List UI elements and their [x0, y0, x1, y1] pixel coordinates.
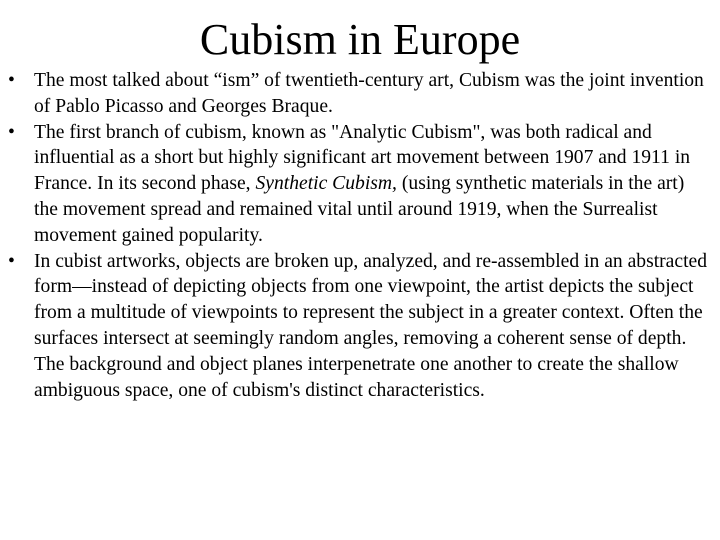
bullet-text-before: The first branch of cubism, known as "Analytic Cubism", was both radical and influential as a short but highly significant art movement between 1907 and 1911 in France. In its second phase, [34, 121, 691, 195]
bullet-list [0, 68, 712, 403]
bullet-icon: • [8, 250, 15, 272]
bullet-italic-term: Synthetic Cubism, [255, 173, 397, 195]
bullet-text: In cubist artworks, objects are broken up, analyzed, and re-assembled in an abstracted form—instead of depicting objects from one viewpoint, the artist depicts the subject from a multitude of viewpoints to represent the subject in a greater context. Often the surfaces intersect at seemingly random angles, removing a coherent sense of depth. The background and object planes interpenetrate one another to create the shallow ambiguous space, one of cubism's distinct characteristics. [34, 250, 708, 401]
bullet-icon: • [8, 70, 15, 91]
bullet-icon: • [8, 121, 15, 143]
bullet-item [0, 249, 712, 404]
bullet-text-after: (using synthetic materials in the art) the movement spread and remained vital until around 1919, when the Surrealist movement gained popularity. [34, 173, 685, 246]
bullet-item [0, 68, 712, 120]
bullet-item [0, 120, 712, 249]
bullet-text: The most talked about “ism” of twentieth-century art, Cubism was the joint invention of Pablo Picasso and Georges Braque. [34, 70, 704, 117]
slide-title: Cubism in Europe [199, 15, 521, 64]
